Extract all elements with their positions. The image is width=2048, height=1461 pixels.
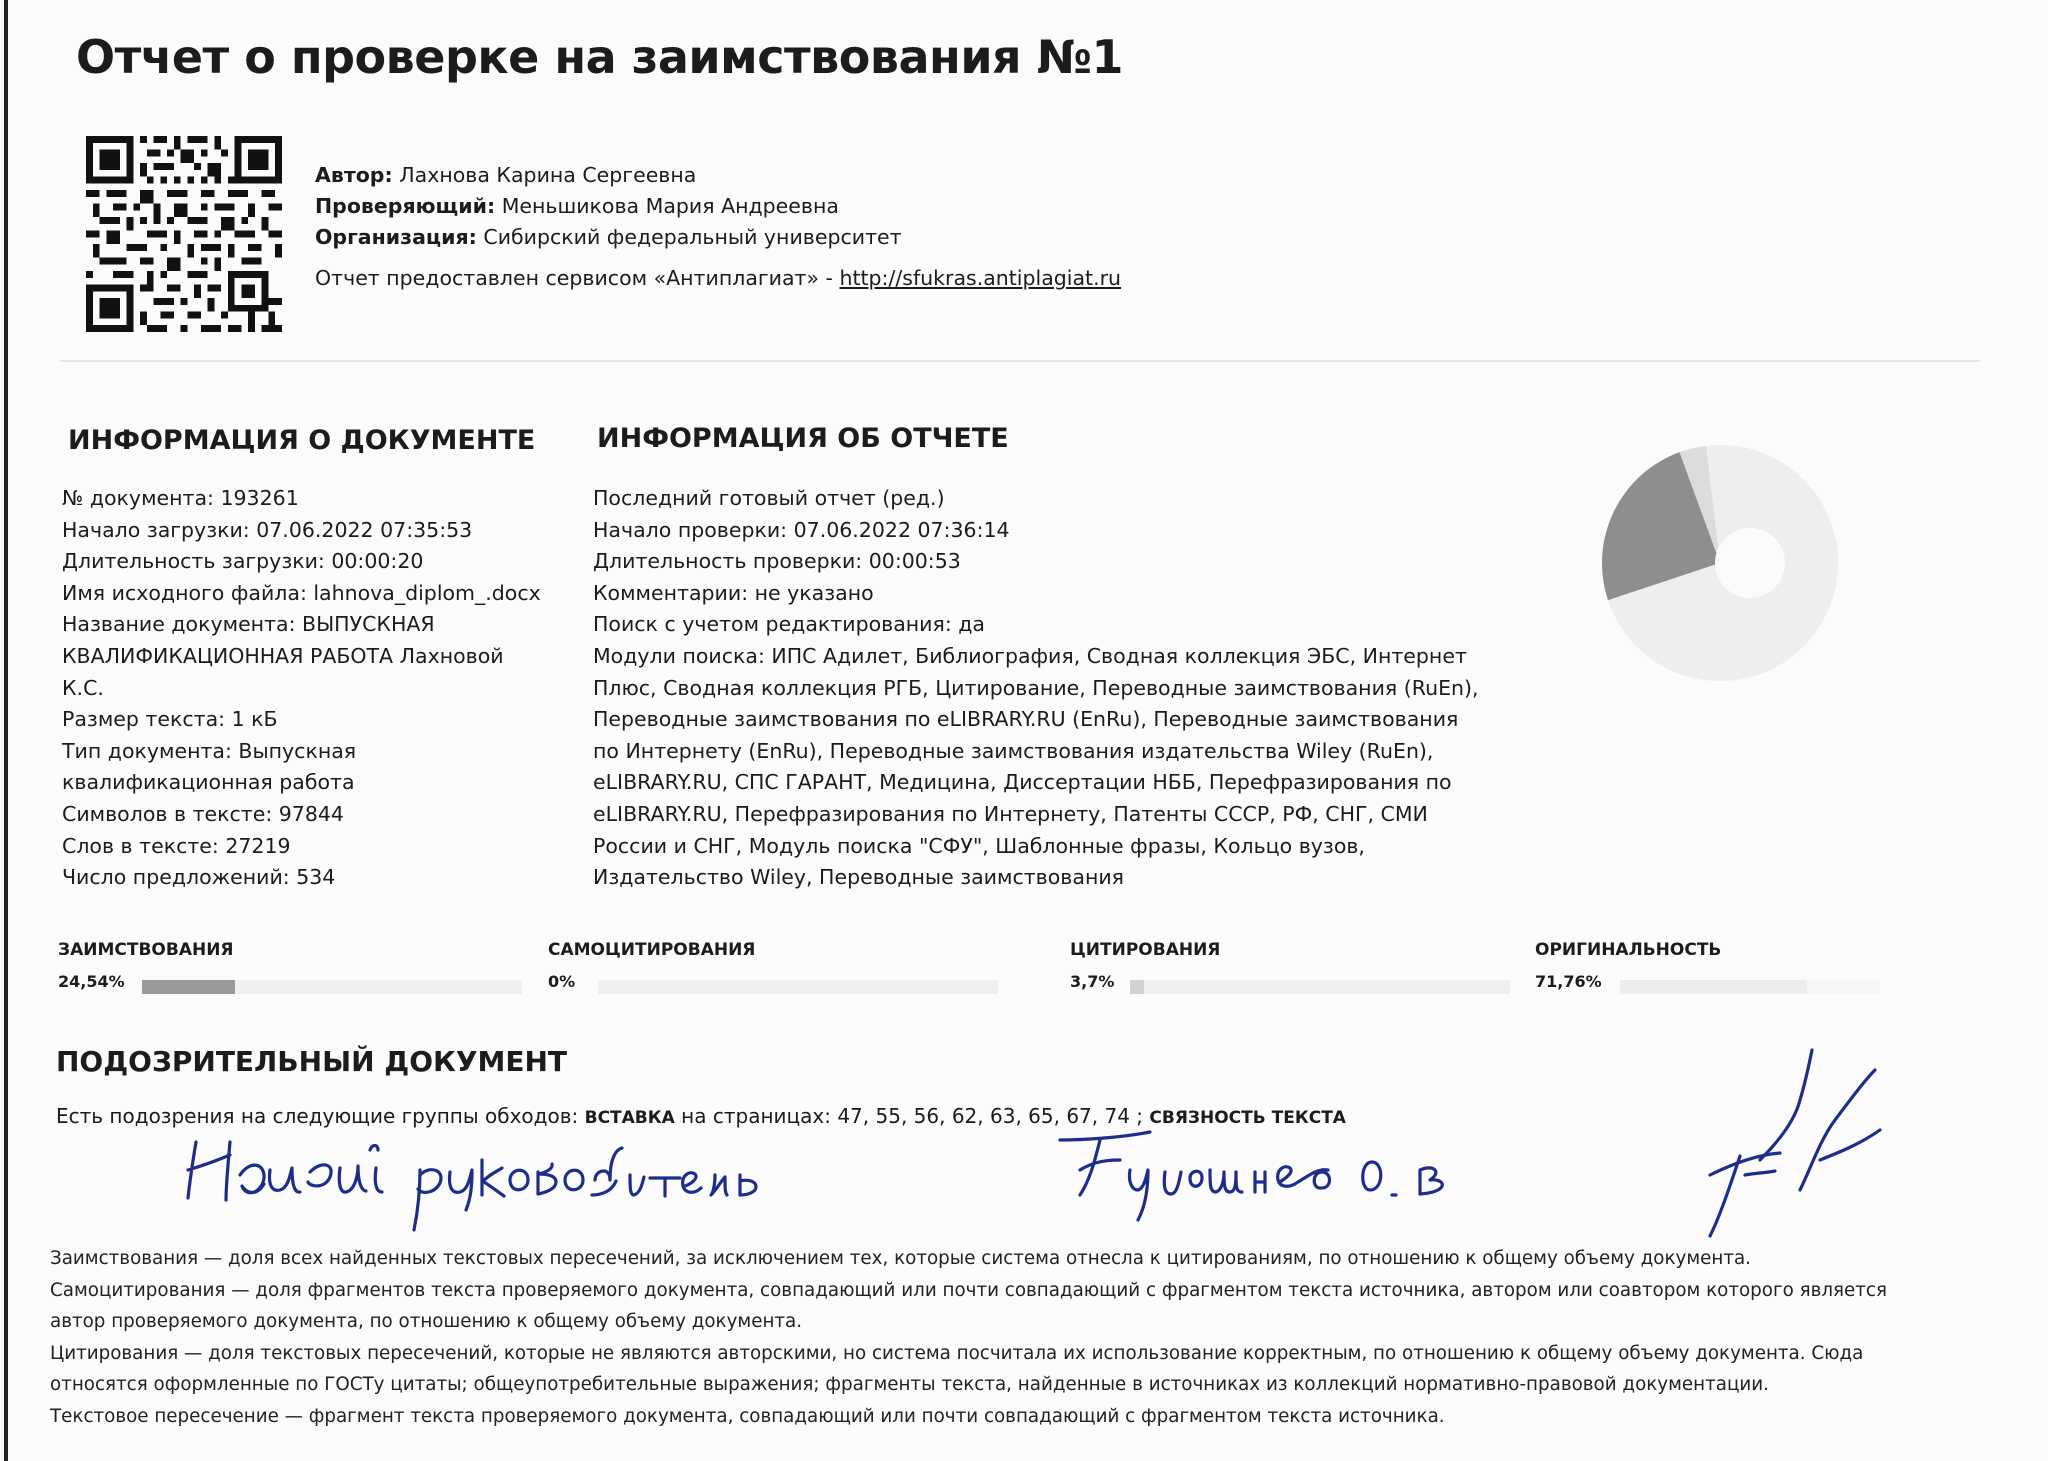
document-info-line: Размер текста: 1 кБ (62, 707, 278, 732)
stat-bar-track (598, 980, 998, 994)
stat-label: САМОЦИТИРОВАНИЯ (548, 940, 756, 960)
report-info-line: Комментарии: не указано (593, 580, 874, 605)
document-info-line: Начало загрузки: 07.06.2022 07:35:53 (62, 517, 473, 542)
suspicious-intro: Есть подозрения на следующие группы обходов: (56, 1104, 585, 1128)
document-info-line: Тип документа: Выпускная (62, 738, 357, 763)
stat-label: ЗАИМСТВОВАНИЯ (58, 940, 234, 960)
reviewer-label: Проверяющий: (315, 194, 496, 218)
qr-code-icon (84, 136, 284, 332)
stat-bar-fill (1620, 980, 1807, 994)
reviewer-value: Меньшикова Мария Андреевна (501, 194, 839, 218)
stat-self-citations (548, 940, 755, 992)
stat-label: ОРИГИНАЛЬНОСТЬ (1535, 940, 1722, 960)
handwriting-word-3 (1060, 1132, 1442, 1220)
service-link[interactable]: http://sfukras.antiplagiat.ru (839, 266, 1122, 290)
stat-bar-fill (142, 980, 235, 994)
suspicious-insert-label: ВСТАВКА (584, 1108, 675, 1128)
organization-value: Сибирский федеральный университет (483, 225, 902, 249)
document-info-line: квалификационная работа (62, 770, 355, 795)
stat-bar-track (1620, 980, 1880, 994)
handwriting-word-1 (188, 1142, 382, 1200)
report-info-line: Длительность проверки: 00:00:53 (593, 549, 961, 574)
pie-center-hole (1715, 528, 1785, 598)
report-info-line: Последний готовый отчет (ред.) (593, 486, 945, 510)
note-line: относятся оформленные по ГОСТу цитаты; общеупотребительные выражения; фрагменты текста, найденные в источниках из коллекций нормативно-правовой документации. (50, 1374, 1769, 1395)
organization-line (315, 222, 1121, 253)
report-info-line: России и СНГ, Модуль поиска "СФУ", Шаблонные фразы, Кольцо вузов, (593, 833, 1365, 858)
document-info-line: Символов в тексте: 97844 (62, 801, 344, 826)
stat-bar-track (1130, 980, 1510, 994)
service-line (315, 263, 1121, 294)
suspicious-document-heading: ПОДОЗРИТЕЛЬНЫЙ ДОКУМЕНТ (56, 1045, 568, 1078)
author-line (315, 160, 1121, 191)
document-info-line: № документа: 193261 (62, 486, 299, 510)
author-label: Автор: (315, 163, 393, 187)
document-info-line: Название документа: ВЫПУСКНАЯ (62, 612, 435, 637)
document-info-line: Длительность загрузки: 00:00:20 (62, 549, 424, 574)
note-line: Заимствования — доля всех найденных текстовых пересечений, за исключением тех, которые система отнесла к цитированиям, по отношению к общему объему документа. (50, 1248, 1751, 1269)
section-divider (60, 360, 1980, 362)
note-line: Цитирования — доля текстовых пересечений, которые не являются авторскими, но система посчитала их использование корректным, по отношению к общему объему документа. Сюда (50, 1342, 1864, 1364)
reviewer-line (315, 191, 1121, 222)
stat-value: 3,7% (1070, 972, 1115, 991)
suspicious-pages: на страницах: 47, 55, 56, 62, 63, 65, 67, 74 ; (674, 1104, 1150, 1128)
report-info-line: eLIBRARY.RU, СПС ГАРАНТ, Медицина, Диссертации НББ, Перефразирования по (593, 770, 1452, 795)
document-info-heading: ИНФОРМАЦИЯ О ДОКУМЕНТЕ (68, 425, 536, 456)
report-info-line: Издательство Wiley, Переводные заимствования (593, 865, 1125, 890)
stat-bar-fill (1130, 980, 1144, 994)
handwriting-word-2 (414, 1148, 756, 1230)
note-line: Текстовое пересечение — фрагмент текста проверяемого документа, совпадающий или почти совпадающий с фрагментом текста источника. (50, 1405, 1445, 1427)
organization-label: Организация: (315, 225, 477, 249)
report-info-line: Поиск с учетом редактирования: да (593, 612, 985, 637)
report-info-line: Плюс, Сводная коллекция РГБ, Цитирование, Переводные заимствования (RuEn), (593, 675, 1479, 700)
stat-borrowings (58, 940, 234, 992)
report-info-line: eLIBRARY.RU, Перефразирования по Интернету, Патенты СССР, РФ, СНГ, СМИ (593, 801, 1428, 826)
report-info-line: Начало проверки: 07.06.2022 07:36:14 (593, 517, 1010, 542)
stat-bar-track (142, 980, 522, 994)
note-line: Самоцитирования — доля фрагментов текста проверяемого документа, совпадающий или почти совпадающий с фрагментом текста источника, автором или соавтором которого является (50, 1279, 1887, 1301)
stat-citations (1070, 940, 1220, 992)
report-info-line: Переводные заимствования по eLIBRARY.RU (EnRu), Переводные заимствования (593, 707, 1459, 732)
page-title: Отчет о проверке на заимствования №1 (76, 30, 1123, 84)
report-info-list (593, 483, 1523, 894)
document-info-line: Имя исходного файла: lahnova_diplom_.docx (62, 580, 541, 605)
stat-originality (1535, 940, 1721, 992)
author-value: Лахнова Карина Сергеевна (399, 163, 697, 187)
signature (1710, 1050, 1880, 1236)
document-info-line: Слов в тексте: 27219 (62, 833, 291, 858)
document-info-line: К.С. (62, 675, 104, 700)
stat-value: 24,54% (58, 972, 125, 991)
note-line: автор проверяемого документа, по отношению к общему объему документа. (50, 1311, 803, 1332)
document-info-line: КВАЛИФИКАЦИОННАЯ РАБОТА Лахновой (62, 643, 504, 668)
service-text: Отчет предоставлен сервисом «Антиплагиат» - (315, 266, 840, 290)
report-meta (315, 160, 1121, 294)
suspicious-coherence-label: СВЯЗНОСТЬ ТЕКСТА (1149, 1108, 1346, 1128)
page-edge-line (4, 0, 8, 1461)
suspicious-document-text (56, 1104, 1346, 1128)
stat-value: 0% (548, 972, 576, 991)
document-info-list (62, 483, 572, 894)
definitions-notes (50, 1243, 2010, 1432)
document-info-line: Число предложений: 534 (62, 865, 336, 890)
originality-pie-chart (1600, 418, 1860, 708)
report-info-line: по Интернету (EnRu), Переводные заимствования издательства Wiley (RuEn), (593, 738, 1434, 763)
report-info-heading: ИНФОРМАЦИЯ ОБ ОТЧЕТЕ (597, 423, 1009, 454)
report-info-line: Модули поиска: ИПС Адилет, Библиография, Сводная коллекция ЭБС, Интернет (593, 643, 1467, 668)
stat-label: ЦИТИРОВАНИЯ (1070, 940, 1221, 960)
stat-value: 71,76% (1535, 972, 1602, 991)
